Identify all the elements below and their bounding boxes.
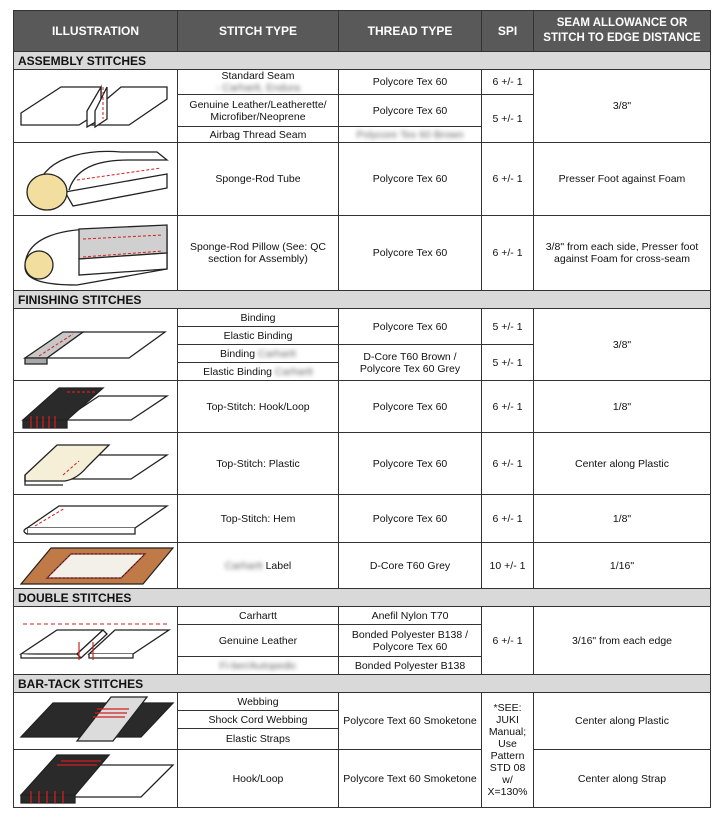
cell-thread: Polycore Text 60 Smoketone — [339, 693, 482, 750]
cell-thread: Bonded Polyester B138 / Polycore Tex 60 — [339, 625, 482, 657]
cell-stitch: Genuine Leather/Leatherette/ Microfiber/Neoprene — [178, 95, 339, 127]
cell-stitch: Carhartt — [178, 607, 339, 625]
cell-thread: Polycore Tex 60 — [339, 433, 482, 495]
cell-stitch: Top-Stitch: Hook/Loop — [178, 381, 339, 433]
illustration-sponge-rod-pillow — [14, 216, 178, 291]
cell-stitch — [178, 70, 339, 95]
illustration-hem — [14, 495, 178, 543]
cell-stitch: Shock Cord Webbing — [178, 711, 339, 729]
illustration-sponge-rod-tube — [14, 143, 178, 216]
stitch-elastic-binding: Elastic Binding — [203, 365, 272, 378]
section-double — [14, 589, 711, 607]
cell-thread — [339, 127, 482, 143]
cell-thread: Polycore Tex 60 — [339, 495, 482, 543]
cell-seam: Center along Strap — [534, 750, 711, 808]
cell-seam: 3/16" from each edge — [534, 607, 711, 675]
illustration-label — [14, 543, 178, 589]
section-title: DOUBLE STITCHES — [14, 589, 711, 607]
cell-thread: Bonded Polyester B138 — [339, 657, 482, 675]
header-row — [14, 11, 711, 52]
table-row — [14, 607, 711, 625]
table-row — [14, 216, 711, 291]
cell-stitch: Genuine Leather — [178, 625, 339, 657]
table-row — [14, 70, 711, 95]
illustration-binding — [14, 309, 178, 381]
redacted-text: Carhartt — [258, 347, 296, 360]
cell-stitch — [178, 345, 339, 363]
illustration-assembly-seam — [14, 70, 178, 143]
cell-seam: 1/8" — [534, 381, 711, 433]
cell-spi: 6 +/- 1 — [482, 143, 534, 216]
cell-spi: 6 +/- 1 — [482, 495, 534, 543]
cell-thread: Polycore Tex 60 — [339, 381, 482, 433]
section-assembly — [14, 52, 711, 70]
section-bartack — [14, 675, 711, 693]
cell-spi: 5 +/- 1 — [482, 95, 534, 143]
cell-stitch: Hook/Loop — [178, 750, 339, 808]
redacted-text: Carhartt — [274, 365, 313, 378]
section-title: ASSEMBLY STITCHES — [14, 52, 711, 70]
cell-seam: Presser Foot against Foam — [534, 143, 711, 216]
redacted-text: Polycore Tex 60 Brown — [356, 128, 464, 141]
cell-stitch: Elastic Binding — [178, 327, 339, 345]
illustration-webbing — [14, 693, 178, 750]
header-seam-line1: SEAM ALLOWANCE OR — [556, 17, 688, 29]
table-row — [14, 143, 711, 216]
table-row — [14, 433, 711, 495]
cell-spi: 5 +/- 1 — [482, 309, 534, 345]
cell-spi: 10 +/- 1 — [482, 543, 534, 589]
cell-seam: Center along Plastic — [534, 433, 711, 495]
header-spi: SPI — [482, 11, 534, 52]
cell-spi: 6 +/- 1 — [482, 433, 534, 495]
cell-spi: 6 +/- 1 — [482, 381, 534, 433]
redacted-text: Fi-ber/Autopedic — [219, 659, 297, 672]
cell-spi: 6 +/- 1 — [482, 607, 534, 675]
table-row — [14, 693, 711, 711]
section-title: BAR-TACK STITCHES — [14, 675, 711, 693]
illustration-hook-loop — [14, 381, 178, 433]
illustration-double — [14, 607, 178, 675]
cell-stitch: Airbag Thread Seam — [178, 127, 339, 143]
redacted-text: - Carhartt, Endura — [215, 82, 301, 94]
table-row — [14, 381, 711, 433]
table-row — [14, 309, 711, 327]
header-stitch-type: STITCH TYPE — [178, 11, 339, 52]
cell-seam: 3/8" — [534, 70, 711, 143]
cell-thread: D-Core T60 Grey — [339, 543, 482, 589]
cell-stitch: Binding — [178, 309, 339, 327]
table-row — [14, 495, 711, 543]
cell-thread: Polycore Tex 60 — [339, 70, 482, 95]
cell-stitch: Webbing — [178, 693, 339, 711]
section-finishing — [14, 291, 711, 309]
illustration-plastic — [14, 433, 178, 495]
cell-thread: Polycore Tex 60 — [339, 309, 482, 345]
header-thread-type: THREAD TYPE — [339, 11, 482, 52]
illustration-hook-loop-bartack — [14, 750, 178, 808]
table-row — [14, 543, 711, 589]
header-illustration: ILLUSTRATION — [14, 11, 178, 52]
cell-seam: Center along Plastic — [534, 693, 711, 750]
cell-spi: 6 +/- 1 — [482, 216, 534, 291]
redacted-text: Carhartt — [224, 559, 263, 572]
cell-thread: Polycore Tex 60 — [339, 143, 482, 216]
cell-thread: Anefil Nylon T70 — [339, 607, 482, 625]
cell-stitch — [178, 657, 339, 675]
section-title: FINISHING STITCHES — [14, 291, 711, 309]
cell-spi: 5 +/- 1 — [482, 345, 534, 381]
cell-thread: Polycore Tex 60 — [339, 216, 482, 291]
cell-stitch — [178, 543, 339, 589]
cell-seam: 1/16" — [534, 543, 711, 589]
cell-thread: D-Core T60 Brown / Polycore Tex 60 Grey — [339, 345, 482, 381]
table-row — [14, 750, 711, 808]
cell-seam: 1/8" — [534, 495, 711, 543]
cell-stitch: Sponge-Rod Pillow (See: QC section for Assembly) — [178, 216, 339, 291]
cell-stitch: Top-Stitch: Hem — [178, 495, 339, 543]
cell-spi: *SEE: JUKI Manual; Use Pattern STD 08 w/ X=130% — [482, 693, 534, 808]
cell-stitch — [178, 363, 339, 381]
stitch-standard-seam: Standard Seam — [221, 70, 295, 82]
stitch-spec-table — [13, 10, 711, 808]
cell-seam: 3/8" from each side, Presser foot against Foam for cross-seam — [534, 216, 711, 291]
header-seam-allowance — [534, 11, 711, 52]
cell-spi: 6 +/- 1 — [482, 70, 534, 95]
stitch-binding: Binding — [220, 347, 256, 360]
header-seam-line2: STITCH TO EDGE DISTANCE — [543, 32, 701, 44]
stitch-label: Label — [265, 559, 292, 572]
cell-stitch: Top-Stitch: Plastic — [178, 433, 339, 495]
cell-stitch: Elastic Straps — [178, 729, 339, 750]
cell-thread: Polycore Tex 60 — [339, 95, 482, 127]
cell-thread: Polycore Text 60 Smoketone — [339, 750, 482, 808]
cell-seam: 3/8" — [534, 309, 711, 381]
cell-stitch: Sponge-Rod Tube — [178, 143, 339, 216]
